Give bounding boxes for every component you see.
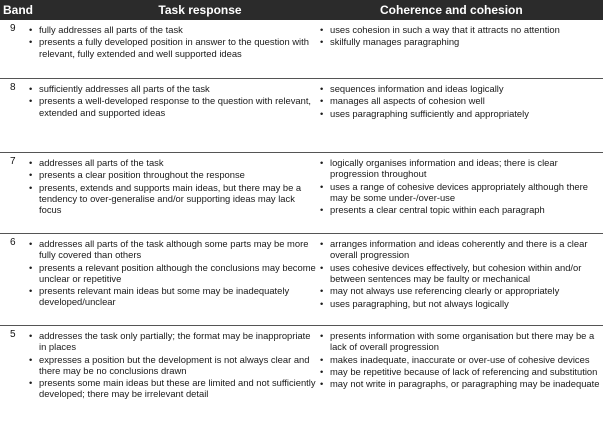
coherence-cell bbox=[318, 330, 601, 391]
descriptor-item bbox=[27, 24, 317, 35]
bullet-icon: • bbox=[320, 95, 324, 107]
coherence-cell bbox=[318, 24, 601, 49]
bullet-icon: • bbox=[29, 95, 33, 107]
coherence-cell bbox=[318, 157, 601, 217]
descriptor-text: manages all aspects of cohesion well bbox=[330, 95, 485, 107]
descriptor-item bbox=[318, 262, 601, 284]
descriptor-text: may not write in paragraphs, or paragraphing may be inadequate bbox=[330, 378, 600, 390]
descriptor-text: fully addresses all parts of the task bbox=[39, 24, 183, 35]
descriptor-item bbox=[27, 182, 317, 216]
descriptor-item bbox=[318, 238, 601, 260]
descriptor-text: uses cohesion in such a way that it attracts no attention bbox=[330, 24, 560, 35]
descriptor-item bbox=[27, 285, 317, 307]
descriptor-text: uses cohesive devices effectively, but cohesion within and/or between sentences may be faulty or mechanical bbox=[330, 261, 582, 284]
coherence-cell bbox=[318, 83, 601, 120]
descriptor-item bbox=[318, 157, 601, 179]
descriptor-text: presents a clear position throughout the response bbox=[39, 169, 245, 181]
bullet-icon: • bbox=[29, 83, 33, 94]
descriptor-text: presents a clear central topic within each paragraph bbox=[330, 204, 545, 216]
bullet-icon: • bbox=[320, 285, 324, 297]
descriptor-item bbox=[318, 298, 601, 309]
bullet-icon: • bbox=[29, 169, 33, 181]
descriptor-item bbox=[318, 95, 601, 106]
bullet-icon: • bbox=[320, 378, 324, 390]
bullet-icon: • bbox=[320, 261, 324, 273]
header-task-response: Task response bbox=[158, 3, 242, 17]
bullet-icon: • bbox=[29, 285, 33, 297]
descriptor-text: addresses the task only partially; the format may be inappropriate in places bbox=[39, 330, 311, 353]
descriptor-item bbox=[27, 262, 317, 284]
descriptor-text: addresses all parts of the task although some parts may be more fully covered than others bbox=[39, 238, 309, 261]
descriptor-item bbox=[318, 24, 601, 35]
bullet-icon: • bbox=[29, 377, 33, 389]
bullet-icon: • bbox=[320, 330, 324, 341]
descriptor-text: presents a well-developed response to the question with relevant, extended and supported ideas bbox=[39, 95, 312, 118]
descriptor-item bbox=[318, 36, 601, 47]
table-row bbox=[0, 233, 603, 325]
band-number: 7 bbox=[10, 156, 16, 167]
descriptor-item bbox=[27, 157, 317, 168]
bullet-icon: • bbox=[29, 36, 33, 48]
bullet-icon: • bbox=[29, 353, 33, 365]
bullet-icon: • bbox=[29, 330, 33, 341]
descriptor-text: uses paragraphing, but not always logically bbox=[330, 297, 509, 309]
table-header bbox=[0, 0, 603, 20]
descriptor-item bbox=[318, 378, 601, 389]
coherence-cell bbox=[318, 238, 601, 310]
descriptor-text: presents information with some organisation but there may be a lack of overall progression bbox=[330, 330, 595, 353]
table-row bbox=[0, 325, 603, 443]
descriptor-item bbox=[27, 95, 317, 117]
bullet-icon: • bbox=[29, 238, 33, 249]
bullet-icon: • bbox=[29, 24, 33, 35]
task-response-cell bbox=[27, 238, 317, 309]
descriptor-item bbox=[318, 108, 601, 119]
descriptor-item bbox=[318, 204, 601, 215]
bullet-icon: • bbox=[320, 365, 324, 377]
band-number: 5 bbox=[10, 329, 16, 340]
bullet-icon: • bbox=[320, 238, 324, 249]
descriptor-item bbox=[27, 354, 317, 376]
descriptor-text: sequences information and ideas logically bbox=[330, 83, 504, 94]
descriptor-item bbox=[27, 169, 317, 180]
descriptor-text: makes inadequate, inaccurate or over-use of cohesive devices bbox=[330, 353, 590, 365]
table-row bbox=[0, 78, 603, 152]
bullet-icon: • bbox=[29, 157, 33, 168]
task-response-cell bbox=[27, 24, 317, 60]
descriptor-text: sufficiently addresses all parts of the task bbox=[39, 83, 210, 94]
descriptor-text: addresses all parts of the task bbox=[39, 157, 164, 168]
band-number: 6 bbox=[10, 237, 16, 248]
bullet-icon: • bbox=[320, 107, 324, 119]
descriptor-text: uses paragraphing sufficiently and appropriately bbox=[330, 107, 529, 119]
descriptor-text: presents a relevant position although the conclusions may become unclear or repetitive bbox=[39, 261, 316, 284]
bullet-icon: • bbox=[29, 181, 33, 193]
descriptor-item bbox=[27, 83, 317, 94]
bullet-icon: • bbox=[320, 24, 324, 35]
descriptor-text: may be repetitive because of lack of referencing and substitution bbox=[330, 365, 598, 377]
descriptor-text: presents relevant main ideas but some may be inadequately developed/unclear bbox=[39, 285, 290, 308]
bullet-icon: • bbox=[320, 157, 324, 168]
header-coherence-cohesion: Coherence and cohesion bbox=[380, 3, 523, 17]
table-row bbox=[0, 20, 603, 78]
descriptor-item bbox=[318, 181, 601, 203]
descriptor-item bbox=[27, 377, 317, 399]
task-response-cell bbox=[27, 83, 317, 119]
bullet-icon: • bbox=[320, 353, 324, 365]
descriptor-item bbox=[318, 285, 601, 296]
descriptor-item bbox=[318, 330, 601, 352]
descriptor-text: presents a fully developed position in answer to the question with relevant, fully extended and well supported ideas bbox=[39, 36, 309, 59]
bullet-icon: • bbox=[320, 204, 324, 216]
descriptor-item bbox=[318, 83, 601, 94]
descriptor-text: presents, extends and supports main ideas, but there may be a tendency to over-generalise and/or supporting ideas may lack focus bbox=[39, 181, 302, 216]
bullet-icon: • bbox=[320, 297, 324, 309]
descriptor-text: uses a range of cohesive devices appropriately although there may be some under-/over-use bbox=[330, 180, 588, 203]
descriptor-item bbox=[27, 238, 317, 260]
task-response-cell bbox=[27, 330, 317, 401]
descriptor-item bbox=[27, 330, 317, 352]
bullet-icon: • bbox=[29, 261, 33, 273]
table-row bbox=[0, 152, 603, 233]
descriptor-text: presents some main ideas but these are limited and not sufficiently developed; there may be irrelevant detail bbox=[39, 377, 316, 400]
band-number: 9 bbox=[10, 23, 16, 34]
bullet-icon: • bbox=[320, 36, 324, 48]
task-response-cell bbox=[27, 157, 317, 217]
descriptor-text: logically organises information and ideas; there is clear progression throughout bbox=[330, 157, 558, 180]
header-band: Band bbox=[3, 3, 33, 17]
descriptor-item bbox=[318, 366, 601, 377]
descriptor-item bbox=[27, 36, 317, 58]
descriptor-text: expresses a position but the development is not always clear and there may be no conclusions drawn bbox=[39, 353, 310, 376]
bullet-icon: • bbox=[320, 180, 324, 192]
bullet-icon: • bbox=[320, 83, 324, 94]
descriptor-text: may not always use referencing clearly or appropriately bbox=[330, 285, 560, 297]
descriptor-text: skilfully manages paragraphing bbox=[330, 36, 460, 48]
descriptor-item bbox=[318, 354, 601, 365]
descriptor-text: arranges information and ideas coherently and there is a clear overall progression bbox=[330, 238, 588, 261]
band-number: 8 bbox=[10, 82, 16, 93]
